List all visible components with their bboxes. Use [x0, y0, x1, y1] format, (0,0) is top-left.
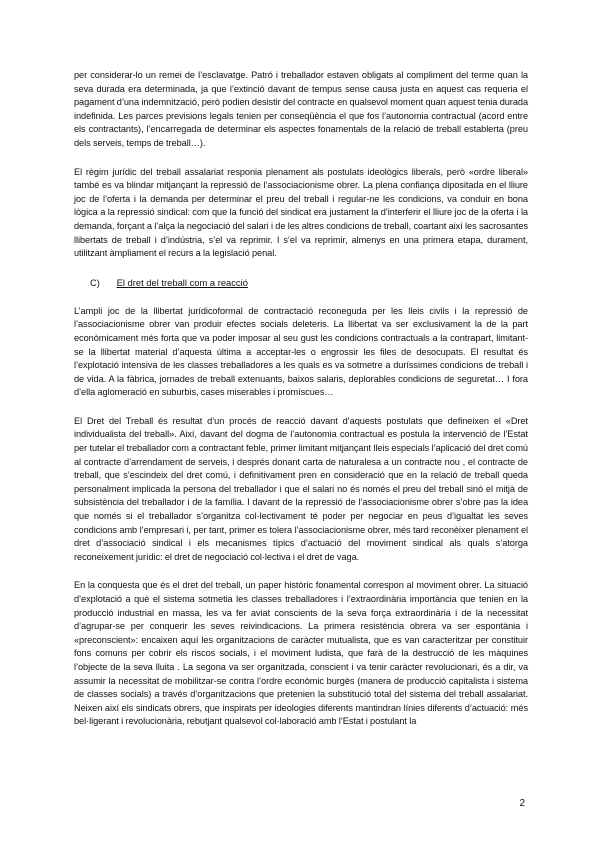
page-number: 2	[519, 798, 525, 809]
page-body	[74, 69, 528, 744]
paragraph-3: L’ampli joc de la llibertat jurídicoformal de contractació reconeguda per les lleis civils i la repressió de l’associacionisme obrer van produir efectes socials deleteris. La llibertat va ser exclusivament la de la part econòmicament més forta que va poder imposar al seu gust les condicions contractuals a la contrapart, limitant-se la llibertat material d’aquesta última a acceptar-les o engrossir les files de desocupats. El resultat és l’explotació intensiva de les classes treballadores a les quals es va sotmetre a duríssimes condicions de treball i de vida. A la fàbrica, jornades de treball extenuants, baixos salaris, deplorables condicions de seguretat… I fora d’ella aglomeració en suburbis, cases miserables i promíscues…	[74, 305, 528, 398]
section-heading-title: El dret del treball com a reacció	[116, 276, 248, 288]
section-heading	[90, 276, 528, 289]
paragraph-2: El règim jurídic del treball assalariat responia plenament als postulats ideològics liberals, però «ordre liberal» també es va blindar mitjançant la repressió de l’associacionisme obrer. La plena confiança dipositada en el lliure joc de l’oferta i la demanda per determinar el preu del treball i regular-ne les condicions, va conduir en bona lògica a la repressió sindical: com que la funció del sindicat era justament la d’interferir el lliure joc de la oferta i la demanda, forçant a l’alça la negociació del salari i de les altres condicions de treball, coartant així les sacrosantes llibertats de treball i d’indústria, s’el va reprimir. I s’el va reprimir, almenys en una primera etapa, durament, utilitzant àmpliament el recurs a la legislació penal.	[74, 166, 528, 259]
paragraph-5: En la conquesta que és el dret del treball, un paper històric fonamental correspon al moviment obrer. La situació d’explotació a què el sistema sotmetia les classes treballadores i l’extraordinària importància que tenien en la producció industrial en massa, les va fer aviat conscients de la seva força extraordinària i de la necessitat d’agrupar-se per conquerir les seves reivindicacions. La primera resistència obrera va ser espontània i «preconscient»: encaixen aquí les organitzacions de caràcter mutualista, que es van caracteritzar per constituir fons comuns per cobrir els riscos socials, i el moviment ludista, que farà de la destrucció de les màquines l’objecte de la seva lluita . La segona va ser organitzada, conscient i va tenir caràcter revolucionari, és a dir, va assumir la necessitat de mobilitzar-se contra l’ordre econòmic burgès (manera de producció capitalista i sistema de classes socials) a través d’organitzacions que pretenien la substitució total del sistema del treball assalariat. Neixen així els sindicats obrers, que inspirats per ideologies diferents mantindran línies diferents d’actuació: més bel·ligerant i revolucionària, rebutjant qualsevol col·laboració amb l’Estat i postulant la	[74, 580, 528, 727]
paragraph-4: El Dret del Treball és resultat d’un procés de reacció davant d’aquests postulats que defineixen el «Dret individualista del treball». Així, davant del dogma de l’autonomia contractual es postula la intervenció de l’Estat per tutelar el treballador com a contractant feble, primer limitant mitjançant lleis especials l’aplicació del dret comú al contracte d’arrendament de serveis, i després donant carta de naturalesa a un contracte nou , el contracte de treball, que s’escindeix del dret comú, i definitivament pren en consideració que en la relació de treball queda personalment implicada la persona del treballador i que el salari no és només el preu del treball sinó el mitjà de subsistència del treballador i de la família. I davant de la repressió de l’associacionisme obrer s’obre pas la idea que només si el treballador s’organitza col·lectivament té poder per negociar en peus d’igualtat les seves condicions amb l’empresari i, per tant, primer es tolera l’associacionisme obrer, més tard reconèixer plenament el dret d’associació sindical i els mecanismes típics d’actuació del moviment sindical als quals s’atorga reconeixement jurídic: el dret de negociació col·lectiva i el dret de vaga.	[74, 415, 528, 562]
section-heading-number: C)	[90, 276, 100, 288]
paragraph-1: per considerar-lo un remei de l’esclavatge. Patró i treballador estaven obligats al compliment del terme quan la seva durada era determinada, ja que l’extinció davant de tempus sense causa justa en aquest cas requeria el pagament d’una indemnització, però podien desistir del contracte en qualsevol moment quan aquest tenia durada indefinida. Les parces previsions legals tenien per conseqüència el que fos l’autonomia contractual (acord entre els contractants), l’encarregada de determinar els aspectes fonamentals de la relació de treball establerta (preu dels serveis, temps de treball…).	[74, 70, 528, 148]
